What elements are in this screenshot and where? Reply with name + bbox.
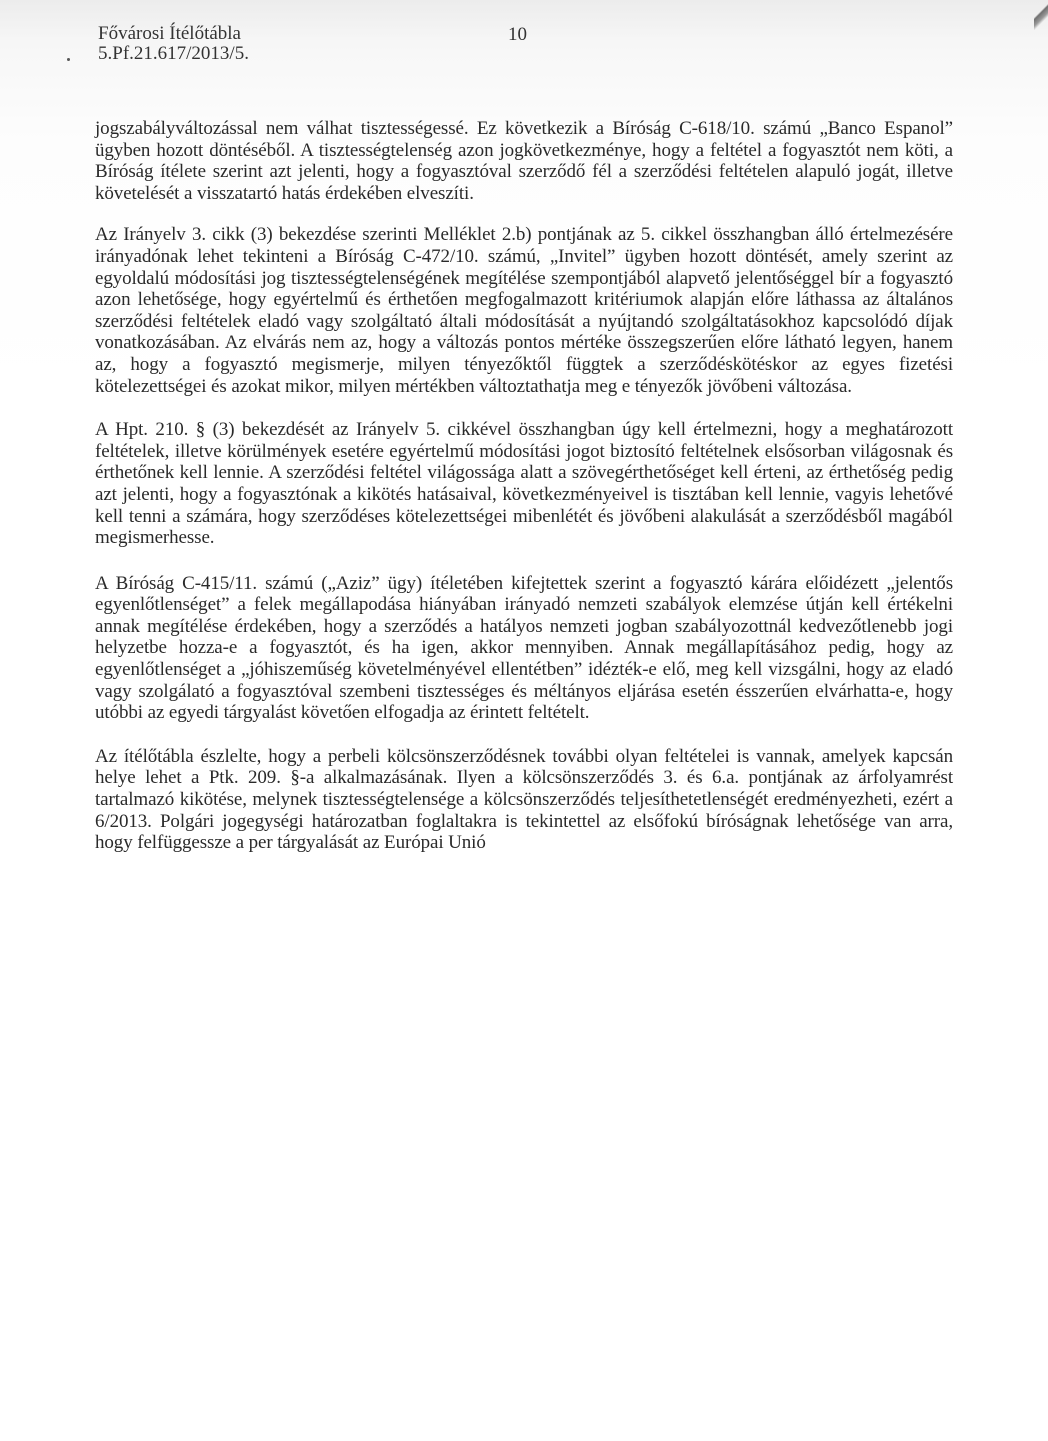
page-corner-fold xyxy=(1034,0,1048,30)
paragraph-banco-espanol: jogszabályváltozással nem válhat tisztességessé. Ez következik a Bíróság C-618/10. számú „Banco Espanol” ügyben hozott döntéséből. A tisztességtelenség azon jogkövetkezménye, hogy a feltétel a fogyasztót nem köti, a Bíróság ítélete szerint azt jelenti, hogy a fogyasztóval szerződő fél a szerződési feltételen alapuló jogát, illetve követelését a visszatartó hatás érdekében elveszíti. xyxy=(95,118,953,204)
case-number: 5.Pf.21.617/2013/5. xyxy=(98,43,249,64)
paragraph-invitel: Az Irányelv 3. cikk (3) bekezdése szerinti Melléklet 2.b) pontjának az 5. cikkel összhangban álló értelmezésére irányadónak lehet tekinteni a Bíróság C-472/10. számú, „Invitel” ügyben hozott döntését, amely szerint az egyoldalú módosítási jog tisztességtelenségének megítélése szempontjából alapvető jelentőséggel bír a fogyasztó azon lehetősége, hogy egyértelmű és érthetően megfogalmazott kritériumok alapján előre láthassa az általános szerződési feltételek eladó vagy szolgáltató általi módosítását a nyújtandó szolgáltatásokhoz kapcsolódó díjak vonatkozásában. Az elvárás nem az, hogy a változás pontos mértéke összegszerűen előre látható legyen, hanem az, hogy a fogyasztó megismerje, milyen tényezőktől függtek a szerződéskötéskor az egyes fizetési kötelezettségei és azokat mikor, milyen mértékben változtathatja meg e tényezők jövőbeni változása. xyxy=(95,224,953,397)
page-header xyxy=(98,24,249,64)
document-body xyxy=(95,118,953,876)
scan-mark xyxy=(67,58,70,61)
paragraph-hpt-210: A Hpt. 210. § (3) bekezdését az Irányelv 5. cikkével összhangban úgy kell értelmezni, hogy a meghatározott feltételek, illetve körülmények esetére egyértelmű módosítási jogot biztosító feltételnek elsősorban világosnak és érthetőnek kell lennie. A szerződési feltétel világossága alatt a szövegérthetőséget kell érteni, az érthetőség pedig azt jelenti, hogy a fogyasztónak a kikötés hatásaival, következményeivel is tisztában kell lennie, vagyis lehetővé kell tenni a számára, hogy szerződéses kötelezettségei mibenlétét és jövőbeni alakulását a szerződésből magából megismerhesse. xyxy=(95,419,953,549)
court-name: Fővárosi Ítélőtábla xyxy=(98,23,241,44)
page-number: 10 xyxy=(508,24,527,45)
paragraph-itelotabla-eszlelte: Az ítélőtábla észlelte, hogy a perbeli kölcsönszerződésnek további olyan feltételei is vannak, amelyek kapcsán helye lehet a Ptk. 209. §-a alkalmazásának. Ilyen a kölcsönszerződés 3. és 6.a. pontjának az árfolyamrést tartalmazó kikötése, melynek tisztességtelensége a kölcsönszerződés teljesíthetetlenségét eredményezheti, ezért a 6/2013. Polgári jogegységi határozatban foglaltakra is tekintettel az elsőfokú bíróságnak lehetősége van arra, hogy felfüggessze a per tárgyalását az Európai Unió xyxy=(95,745,953,854)
paragraph-aziz: A Bíróság C-415/11. számú („Aziz” ügy) ítéletében kifejtettek szerint a fogyasztó kárára előidézett „jelentős egyenlőtlenséget” a felek megállapodása hiányában irányadó nemzeti szabályok elemzése útján kell értékelni annak megítélése érdekében, hogy a szerződés a hatályos nemzeti jogban szabályozottnál kedvezőtlenebb jogi helyzetbe hozza-e a fogyasztót, és ha igen, akkor mennyiben. Annak megállapításához pedig, hogy az egyenlőtlenséget a „jóhiszeműség követelményével ellentétben” idézték-e elő, meg kell vizsgálni, hogy az eladó vagy szolgálató a fogyasztóval szembeni tisztességes és méltányos eljárása esetén ésszerűen elvárhatta-e, hogy utóbbi az egyedi tárgyalást követően elfogadja az érintett feltételt. xyxy=(95,572,953,724)
